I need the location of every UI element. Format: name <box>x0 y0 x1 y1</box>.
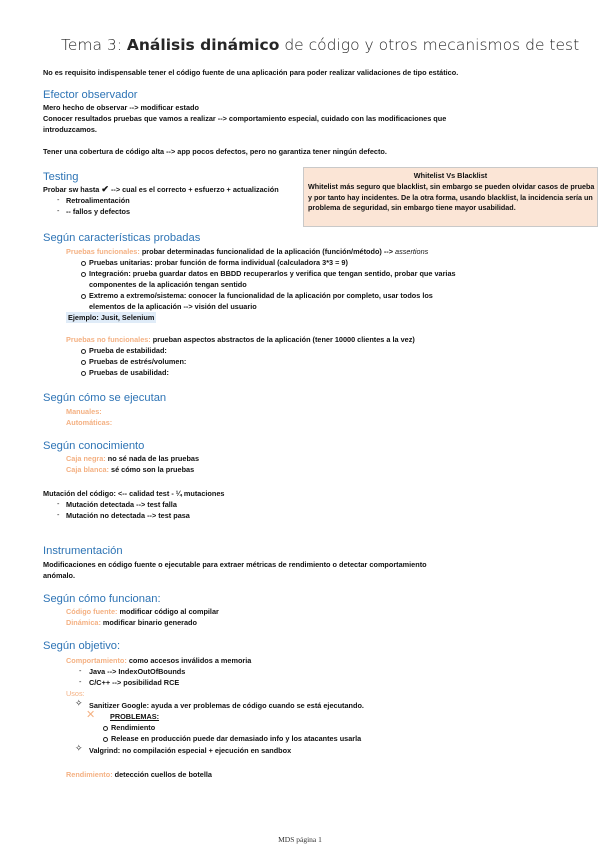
comp-item-2: C/C++ --> posibilidad RCE <box>89 678 180 687</box>
sanitizer-line: Sanitizer Google: ayuda a ver problemas de código cuando se está ejecutando. <box>89 701 364 710</box>
bullet-marker <box>81 294 86 299</box>
testing-line1: Probar sw hasta ✔ --> cual es el correcto + esfuerzo + actualización <box>43 184 279 194</box>
ejemplo-line: Ejemplo: Jusit, Selenium <box>68 313 155 322</box>
dash-marker: - <box>79 677 82 686</box>
intro-text: No es requisito indispensable tener el código fuente de una aplicación para poder realizar validaciones de tipo estático. <box>43 68 459 77</box>
usos-label: Usos: <box>66 689 85 698</box>
efector-line4: Tener una cobertura de código alta --> app pocos defectos, pero no garantiza tener ningún defecto. <box>43 147 387 156</box>
heading-efector: Efector observador <box>43 89 138 101</box>
extremos-line2: elementos de la aplicación --> visión del usuario <box>89 302 257 311</box>
dash-marker: - <box>57 195 60 204</box>
efector-line3: introduzcamos. <box>43 125 97 134</box>
heading-caracteristicas: Según características probadas <box>43 232 201 244</box>
testing-item-1: Retroalimentación <box>66 196 130 205</box>
problema-item-1: Rendimiento <box>111 723 156 732</box>
bullet-marker <box>81 349 86 354</box>
heading-testing: Testing <box>43 171 79 183</box>
bullet-marker <box>103 726 108 731</box>
unitarias-line: Pruebas unitarias: probar función de forma individual (calculadora 3*3 = 9) <box>89 258 348 267</box>
efector-line1: Mero hecho de observar --> modificar estado <box>43 103 199 112</box>
codigo-fuente-line: Código fuente: modificar código al compilar <box>66 607 219 616</box>
rendimiento-line: Rendimiento: detección cuellos de botella <box>66 770 212 779</box>
caja-negra-line: Caja negra: no sé nada de las pruebas <box>66 454 200 463</box>
diamond-bullet-icon: ✧ <box>75 698 83 708</box>
instrumentacion-line1: Modificaciones en código fuente o ejecutable para extraer métricas de rendimiento o detectar comportamiento <box>43 560 427 569</box>
nofuncionales-line: Pruebas no funcionales: prueban aspectos abstractos de la aplicación (tener 10000 clientes a la vez) <box>66 335 415 344</box>
comp-item-1: Java --> IndexOutOfBounds <box>89 667 186 676</box>
dash-marker: - <box>57 499 60 508</box>
whitelist-callout <box>303 167 598 227</box>
page-footer: MDS página 1 <box>278 835 322 844</box>
callout-title: Whitelist Vs Blacklist <box>413 171 488 180</box>
mutacion-item-2: Mutación no detectada --> test pasa <box>66 511 190 520</box>
heading-objetivo: Según objetivo: <box>43 640 121 652</box>
instrumentacion-line2: anómalo. <box>43 571 76 580</box>
ejecutan-item-1: Manuales: <box>66 407 102 416</box>
page-title: Tema 3: Análisis dinámico de código y otros mecanismos de test <box>61 36 580 54</box>
nofunc-item-2: Pruebas de estrés/volumen: <box>89 357 187 366</box>
diamond-bullet-icon: ✧ <box>75 743 83 753</box>
mutacion-line: Mutación del código: <-- calidad test - ¼ mutaciones <box>43 489 225 498</box>
check-icon: ✔ <box>101 184 109 194</box>
heading-instrumentacion: Instrumentación <box>43 545 123 557</box>
testing-item-2: -- fallos y defectos <box>66 207 131 216</box>
bullet-marker <box>81 261 86 266</box>
bullet-marker <box>81 272 86 277</box>
comportamiento-line: Comportamiento: como accesos inválidos a memoria <box>66 656 252 665</box>
dash-marker: - <box>79 666 82 675</box>
efector-line2: Conocer resultados pruebas que vamos a realizar --> comportamiento especial, cuidado con las modificaciones que <box>43 114 447 123</box>
funcionales-line: Pruebas funcionales: probar determinadas funcionalidad de la aplicación (función/método) --> assertions <box>66 247 429 256</box>
bullet-marker <box>81 360 86 365</box>
bullet-marker <box>81 371 86 376</box>
problema-item-2: Release en producción puede dar demasiado info y los atacantes usarla <box>111 734 362 743</box>
problemas-label: PROBLEMAS: <box>110 712 160 721</box>
dash-marker: - <box>57 510 60 519</box>
nofunc-item-1: Prueba de estabilidad: <box>89 346 167 355</box>
extremos-line1: Extremo a extremo/sistema: conocer la funcionalidad de la aplicación por completo, usar todos los <box>89 291 433 300</box>
integracion-line2: componentes de la aplicación tengan sentido <box>89 280 247 289</box>
mutacion-item-1: Mutación detectada --> test falla <box>66 500 177 509</box>
dash-marker: - <box>57 206 60 215</box>
valgrind-line: Valgrind: no compilación especial + ejecución en sandbox <box>89 746 292 755</box>
heading-conocimiento: Según conocimiento <box>43 440 145 452</box>
ejecutan-item-2: Automáticas: <box>66 418 113 427</box>
bullet-marker <box>103 737 108 742</box>
caja-blanca-line: Caja blanca: sé cómo son la pruebas <box>66 465 195 474</box>
heading-ejecutan: Según cómo se ejecutan <box>43 392 167 404</box>
x-mark-icon: ✕ <box>86 709 96 721</box>
heading-funcionan: Según cómo funcionan: <box>43 593 161 605</box>
integracion-line1: Integración: prueba guardar datos en BBDD recuperarlos y verifica que tengan sentido, probar que varias <box>89 269 456 278</box>
callout-body: Whitelist más seguro que blacklist, sin embargo se pueden olvidar casos de prueba y por tanto hay incidentes. De la otra forma, usando blacklist, la incidencia sería un problema de seguridad, sin embargo tiene mayor usabilidad. <box>308 182 595 212</box>
dinamica-line: Dinámica: modificar binario generado <box>66 618 197 627</box>
nofunc-item-3: Pruebas de usabilidad: <box>89 368 169 377</box>
